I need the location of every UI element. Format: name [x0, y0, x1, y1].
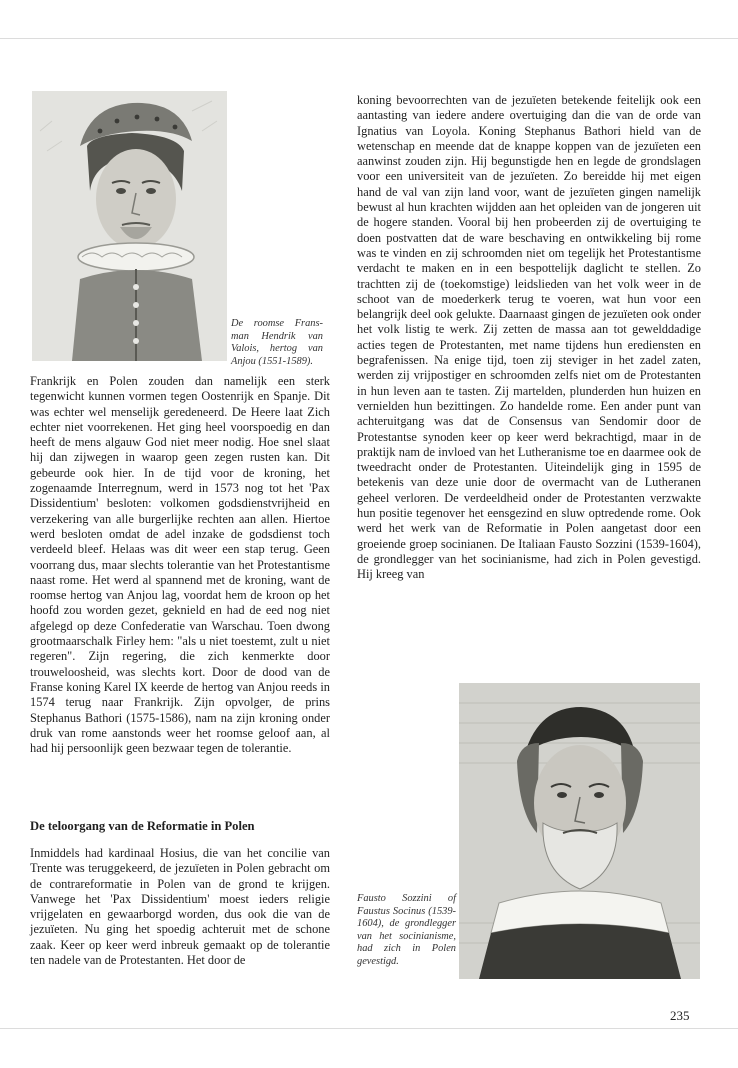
portrait-caption-hendrik: De roomse Frans- man Hendrik van Valois, hertog van Anjou (1551-1589).: [231, 318, 323, 367]
left-column-bottom-text: [30, 846, 330, 968]
paragraph: koning bevoorrechten van de jezuïeten betekende feitelijk ook een aantasting van iedere andere overtuiging dan die van de orde van Ignatius van Loyola. Koning Stephanus Bathori hield van de wetenschap en meende dat de knappe koppen van de jezuïeten een aanwinst zouden zijn. Hij begunstigde hen en legde de grondslagen voor een universiteit van de jezuïeten. Zo bereidde hij met eigen hand de val van zijn land voor, want de jezuïeten gingen namelijk bewust al hun krachten wijdden aan het opleiden van de jongeren uit de hogere standen. Vooral bij hen probeerden zij de overtuiging te doen postvatten dat de ware beschaving en ontwikkeling bij rome was te vinden en zij schroomden niet om tegelijk het Protestantisme verdacht te maken en in een bespottelijk daglicht te stellen. Zo trachtten zij de (toekomstige) leidslieden van het volk weer in de schoot van de moederkerk terug te voeren, wat hun voor een belangrijk deel ook gelukte. Daarnaast gingen de jezuïeten ook onder het volk listig te werk. Zij zetten de massa aan tot gewelddadige acties tegen de Protestanten, met name tijdens hun erediensten en begrafenissen. Na enige tijd, toen zij steviger in het zadel zaten, werden zij vrijpostiger en schroomden zelfs niet om de Protestanten in hun leven aan te tasten. Zij martelden, plunderden hun huizen en vernielden hun bezittingen. Zo handelde rome. Een ander punt van achteruitgang was dat de Consensus van Sendomir door de Protestantse synoden keer op keer werd bekrachtigd, maar in de praktijk nam de invloed van het Lutheranisme toe en daarmee ook de tweedracht onder de Protestanten. Uiteindelijk ging in 1595 de betekenis van deze unie door de overmacht van de Lutheranen geheel verloren. De verdeeldheid onder de Protestanten verzwakte hun positie tegenover het eensgezind en sluw optredende rome. Ook werd het werk van de Reformatie in Polen aangetast door een groeiende groep socinianen. De Italiaan Fausto Sozzini (1539-1604), de grondlegger van het socinianisme, had zich in Polen gevestigd. Hij kreeg van: [357, 93, 701, 582]
portrait-caption-sozzini: Fausto Sozzini of Faustus Socinus (1539-1604), de grondlegger van het socinianisme, had zich in Polen gevestigd.: [357, 893, 456, 967]
page-number: 235: [670, 1008, 690, 1023]
right-column-text: [357, 93, 701, 583]
portrait-hendrik-van-valois: [32, 91, 227, 361]
section-heading: De teloorgang van de Reformatie in Polen: [30, 819, 255, 833]
portrait-fausto-sozzini: [459, 683, 700, 979]
paragraph: Frankrijk en Polen zouden dan namelijk een sterk tegenwicht kunnen vormen tegen Oostenrijk en Spanje. Dit was echter wel menselijk geredeneerd. De Heere laat Zich echter niet voorrekenen. Het ging heel voorspoedig en dan heeft de mens algauw God niet meer nodig. Hoe snel slaat hij dan zijwegen in waarop geen zegen rusten kan. Dit gebeurde ook hier. In de tijd voor de kroning, het zogenaamde Interregnum, werd in 1573 nog tot het 'Pax Dissidentium' besloten: volkomen godsdienstvrijheid en verzekering van alle burgerlijke rechten aan allen. Hiertoe werd besloten omdat de adel inzake de godsdienst toch verdeeld bleef. Helaas was dit weer een stap terug. Geen voorrang dus, maar slechts tolerantie van het Protestantisme naast rome. Het werd al spannend met de kroning, want de roomse hertog van Anjou lag, voordat hem de kroon op het hoofd zou worden gezet, geknield en had de eed nog niet afgelegd op deze Confederatie van Warschau. Toen dwong grootmaarschalk Firley hem: "als u niet toestemt, zult u niet regeren". Zijn regering, die zich kenmerkte door trouweloosheid, was slechts kort. Door de dood van de Franse koning Karel IX keerde de hertog van Anjou reeds in 1574 terug naar Frankrijk. Zijn opvolger, de prins Stephanus Bathori (1575-1586), nam na zijn kroning onder druk van rome aanstonds weer het roomse geloof aan, al had hij persoonlijk geen bezwaar tegen de tolerantie.: [30, 374, 330, 756]
paragraph: Inmiddels had kardinaal Hosius, die van het concilie van Trente was teruggekeerd, de jezuïeten in Polen gebracht om de contrareformatie in Polen van de grond te krijgen. Vanwege het 'Pax Dissidentium' moest ieders religie vrijgelaten en gewaarborgd worden, dus ook die van de jezuïeten. Nu ging het spoedig achteruit met de schone zaak. Keer op keer werd inbreuk gemaakt op de tolerantie ten nadele van de Protestanten. Het door de: [30, 846, 330, 968]
left-column-top-text: [30, 374, 330, 756]
top-rule: [0, 38, 738, 39]
bottom-rule: [0, 1028, 738, 1029]
